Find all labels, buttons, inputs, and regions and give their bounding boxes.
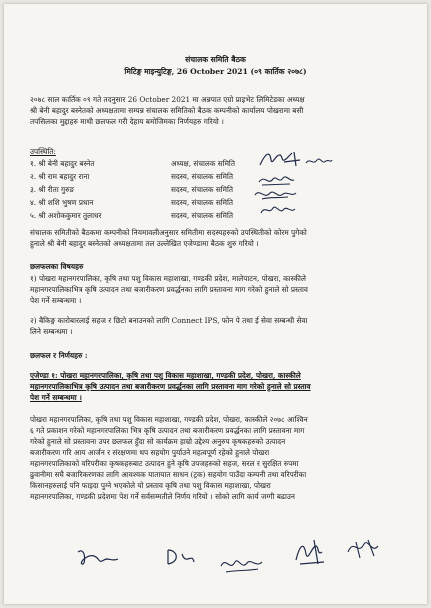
bottom-signature-4: [290, 534, 330, 570]
intro-line: तपसिलका मुद्दाहरु माथी छलफल गरी देहाय बमोजिमका निर्णयहरु गरियो ।: [30, 117, 224, 126]
bottom-signature-2: [162, 544, 198, 570]
attendee-name: १. श्री बेनी बहादुर बस्नेत: [30, 159, 95, 168]
agenda-1-body: महानगरपालिका, गण्डकी प्रदेशमा पेश गर्ने सर्वसम्मतीले निर्णय गरियो । सोको लागि कार्य जग्गी बढाउन: [30, 492, 295, 501]
agenda-1-title: महानगरपालिकाभित्र कृषि उत्पादन तथा बजारीकरण प्रवर्द्धनका लागि प्रस्तावना माग गरेको हुनाले सो प्रस्ताव: [30, 382, 311, 391]
document-title: संचालक समिति बैठक: [185, 55, 246, 64]
attendee-name: २. श्री राम बहादुर राना: [30, 172, 90, 181]
agenda-1-title: पेश गर्ने सम्बन्धमा ।: [30, 393, 82, 402]
discussion-item-line: २) बैकिङ्ग कारोबारलाई सहज र छिटो बनाउनको लागि Connect IPS, फोन पे तथा ई सेवा सम्बन्धी सेवा: [30, 316, 308, 325]
discussion-item-line: १) पोखरा महानगरपालिका, कृषि तथा पशु विकास महाशाखा, गण्डकी प्रदेश, मालेपाटन, पोखरा, कास्कीले: [30, 274, 306, 283]
attendee-role: सदस्य, संचालक समिति: [171, 172, 234, 181]
attendee-role: सदस्य, संचालक समिति: [171, 185, 234, 194]
attendee-name: ४. श्री शशि भुषण प्रधान: [30, 198, 94, 207]
agenda-1-body: ढुवानीमा सघै बजारिकरणका लागि आवश्यक यातायात साधन (ट्रक) सहयोग पाउँदा कम्पनी तथा वरिपरीका: [30, 470, 307, 479]
signature-3: [256, 172, 296, 188]
decisions-heading: छलफल र निर्णयहरु :: [30, 351, 88, 360]
attendee-role: सदस्य, संचालक समिति: [171, 198, 234, 207]
signature-5: [258, 202, 298, 218]
bottom-signature-3: [218, 552, 266, 578]
discussion-item-line: महानगरपालिकाभित्र कृषि उत्पादन तथा बजारीकरण प्रवर्द्धनका लागि प्रस्तावना माग गरेको हुनाले सो प्रस्ताव: [30, 285, 308, 294]
discussion-item-line: पेश गर्ने सम्बन्धमा ।: [30, 296, 82, 305]
agenda-1-body: किसानहरुलाई पनि फाइदा पुग्ने भएकोले यो प्रस्ताव कृषि तथा पशु विकास महाशाखा, पोखरा: [30, 481, 271, 490]
attendee-role: सदस्य, संचालक समिति: [171, 211, 234, 220]
attendee-role: अध्यक्ष, संचालक समिति: [171, 159, 235, 168]
document-subtitle: मिटिङ्ग माइन्युटिङ्ग, 26 October 2021 (०९ कार्तिक २०७८): [124, 67, 307, 76]
discussion-heading: छलफलका विषयहरु: [30, 262, 84, 271]
agenda-1-body: गरेको हुनाले सो प्रस्तावना उपर छलफल हुँदा सो कार्यक्रम हाम्रो उद्देश्य अनुरुप कृषकहरुको उत्पादन: [30, 437, 286, 446]
attendee-name: ३. श्री रीता गुरुङ: [30, 185, 75, 194]
bottom-signature-1: [74, 544, 124, 570]
agenda-1-body: ६ गते प्रकाशन गरेको महानगरपालिका भित्र कृषि उत्पादन तथा बजारीकरण प्रवर्द्धनका लागि प्रस्तावना माग: [30, 426, 305, 435]
intro-line: २०७८ साल कार्तिक ०९ गते तदनुसार 26 October 2021 मा अन्नपात एग्रो प्राइभेट लिमिटेडका अध्यक्ष: [30, 95, 305, 104]
minutes-page: [4, 4, 427, 604]
agenda-1-body: पोखरा महानगरपालिका, कृषि तथा पशु विकास महाशाखा, गण्डकी प्रदेश, पोखरा, कास्कीले २०७८ आश्विन: [30, 415, 308, 424]
signature-2: [304, 154, 334, 168]
intro-line: श्री बेनी बहादुर बस्नेतको अध्यक्षतामा सम्पन्न संचालक समितिको बैठक कम्पनीको कार्यालय पोखरामा बसी: [30, 106, 304, 115]
agenda-1-body: महानगरपालिकाको वरिपरीका कृषकहरुबाट उत्पादन हुने कृषि उपजहरुको सहज, सरल र सुरक्षित रुपमा: [30, 459, 299, 468]
quorum-line: हुनाले श्री बेनी बहादुर बस्नेतको अध्यक्षतामा तल उल्लेखित एजेण्डामा बैठक शुरु गरियो ।: [30, 239, 259, 248]
bottom-signature-5: [344, 534, 384, 562]
signature-1: [256, 148, 306, 170]
signature-4: [252, 187, 298, 203]
agenda-1-body: बजारीकरण गरि आय आर्जन र संरक्षणमा थप सहयोग पुर्याउने महत्वपूर्ण रहेको हुनाले पोखरा: [30, 448, 270, 457]
quorum-line: संचालक समितीको बैठकमा कम्पनीको नियमावलीअनुसार समितीमा सदस्यहरुको उपस्थितीको कोरम पुगेको: [30, 228, 307, 237]
agenda-1-title: एजेण्डा १: पोखरा महानगरपालिका, कृषि तथा पशु विकास महाशाखा, गण्डकी प्रदेश, पोखरा, कास्कीले: [30, 371, 301, 380]
attendee-name: ५. श्री अशोककुमार तुलाधर: [30, 211, 102, 220]
discussion-item-line: लिने सम्बन्धमा ।: [30, 327, 73, 336]
attendance-heading: उपस्थिति:: [30, 147, 56, 156]
